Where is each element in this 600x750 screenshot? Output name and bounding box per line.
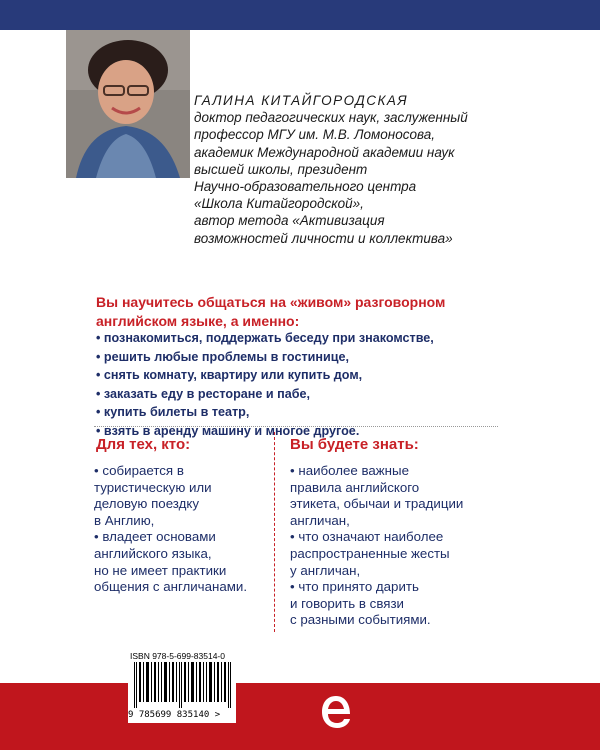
author-bio — [194, 92, 494, 247]
author-bio-line: высшей школы, президент — [194, 161, 368, 177]
left-column-line: • владеет основами — [94, 529, 216, 545]
author-photo — [66, 30, 190, 178]
column-divider — [274, 432, 275, 632]
intro-heading — [96, 293, 496, 331]
barcode-digits: 9 785699 835140 > — [128, 710, 221, 720]
author-portrait-image — [66, 30, 190, 178]
bottom-color-band — [0, 683, 600, 750]
author-bio-line: академик Международной академии наук — [194, 144, 455, 160]
skills-list-item: • купить билеты в театр, — [96, 405, 250, 420]
left-column-line: деловую поездку — [94, 496, 199, 512]
left-column-text — [94, 463, 247, 596]
right-column-title: Вы будете знать: — [290, 436, 419, 453]
right-column-line: распространенные жесты — [290, 545, 450, 561]
left-column-line: но не имеет практики — [94, 562, 227, 578]
author-bio-line: доктор педагогических наук, заслуженный — [194, 110, 468, 126]
skills-list-item: • заказать еду в ресторане и пабе, — [96, 386, 311, 401]
skills-list-item: • взять в аренду машину и многое другое. — [96, 423, 360, 438]
author-bio-line: профессор МГУ им. М.В. Ломоносова, — [194, 127, 435, 143]
right-column-line: • что принято дарить — [290, 579, 419, 595]
top-color-band — [0, 0, 600, 30]
author-bio-line: Научно-образовательного центра — [194, 179, 417, 195]
left-column-line: • собирается в — [94, 463, 184, 478]
right-column-text — [290, 463, 463, 629]
left-column-line: общения с англичанами. — [94, 579, 248, 595]
intro-line: английском языке, а именно: — [96, 313, 300, 329]
skills-list — [96, 329, 516, 441]
author-bio-line: возможностей личности и коллектива» — [194, 230, 453, 246]
author-bio-line: «Школа Китайгородской», — [194, 196, 364, 212]
left-column-line: в Англию, — [94, 512, 155, 528]
left-column-title: Для тех, кто: — [96, 436, 191, 453]
left-column-line: английского языка, — [94, 545, 212, 561]
right-column-line: англичан, — [290, 512, 350, 528]
right-column-line: правила английского — [290, 479, 420, 495]
section-divider — [94, 426, 498, 427]
skills-list-item: • решить любые проблемы в гостинице, — [96, 349, 349, 364]
skills-list-item: • снять комнату, квартиру или купить дом, — [96, 368, 363, 383]
left-column-line: туристическую или — [94, 479, 212, 495]
right-column-line: и говорить в связи — [290, 595, 404, 611]
skills-list-item: • познакомиться, поддержать беседу при знакомстве, — [96, 331, 434, 345]
right-column-line: этикета, обычаи и традиции — [290, 496, 464, 512]
right-column-line: • что означают наиболее — [290, 529, 444, 545]
right-column-line: с разными событиями. — [290, 612, 431, 628]
publisher-logo-icon — [319, 693, 353, 731]
author-name: ГАЛИНА КИТАЙГОРОДСКАЯ — [194, 93, 409, 108]
intro-line: Вы научитесь общаться на «живом» разговорном — [96, 294, 446, 310]
author-bio-line: автор метода «Активизация — [194, 213, 385, 229]
right-column-line: • наиболее важные — [290, 463, 409, 478]
barcode-bars — [134, 662, 232, 708]
isbn-label: ISBN 978-5-699-83514-0 — [130, 651, 225, 661]
right-column-line: у англичан, — [290, 562, 361, 578]
